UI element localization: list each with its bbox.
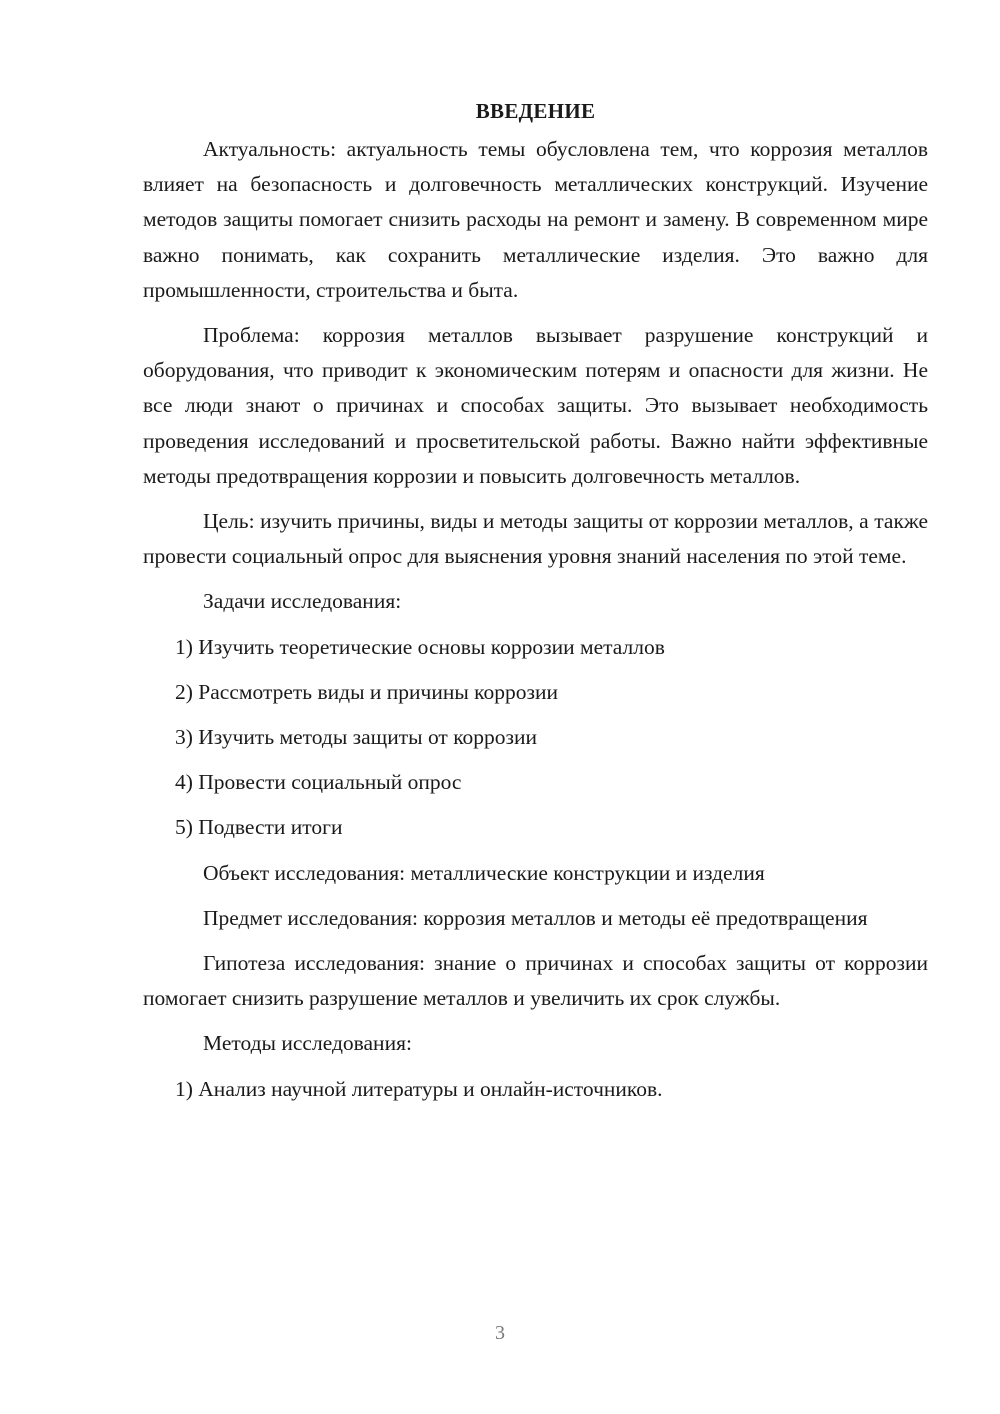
task-item-2: 2) Рассмотреть виды и причины коррозии: [175, 679, 559, 704]
method-item-1: 1) Анализ научной литературы и онлайн-источников.: [175, 1076, 663, 1101]
task-item-1: 1) Изучить теоретические основы коррозии металлов: [175, 634, 665, 659]
problem-paragraph: Проблема: коррозия металлов вызывает разрушение конструкций и оборудования, что приводит к экономическим потерям и опасности для жизни. Не все люди знают о причинах и способах защиты. Это вызывает необходимость проведения исследований и просветительской работы. Важно найти эффективные методы предотвращения коррозии и повысить долговечность металлов.: [143, 323, 928, 488]
task-item-3: 3) Изучить методы защиты от коррозии: [175, 725, 538, 750]
task-item-4: 4) Провести социальный опрос: [175, 770, 462, 795]
goal-paragraph: Цель: изучить причины, виды и методы защиты от коррозии металлов, а также провести социальный опрос для выяснения уровня знаний населения по этой теме.: [143, 509, 928, 569]
document-page: [143, 96, 928, 1117]
subject-paragraph: Предмет исследования: коррозия металлов и методы её предотвращения: [203, 905, 868, 930]
section-heading: ВВЕДЕНИЕ: [475, 99, 596, 123]
task-item-5: 5) Подвести итоги: [175, 815, 343, 840]
hypothesis-paragraph: Гипотеза исследования: знание о причинах и способах защиты от коррозии помогает снизить разрушение металлов и увеличить их срок службы.: [143, 951, 928, 1011]
page-number: 3: [495, 1322, 505, 1344]
tasks-heading: Задачи исследования:: [203, 589, 402, 614]
object-line: Объект исследования: металлические конструкции и изделия: [203, 860, 765, 885]
relevance-paragraph: Актуальность: актуальность темы обусловлена тем, что коррозия металлов влияет на безопасность и долговечность металлических конструкций. Изучение методов защиты помогает снизить расходы на ремонт и замену. В современном мире важно понимать, как сохранить металлические изделия. Это важно для промышленности, строительства и быта.: [143, 137, 928, 302]
methods-heading: Методы исследования:: [203, 1031, 412, 1056]
